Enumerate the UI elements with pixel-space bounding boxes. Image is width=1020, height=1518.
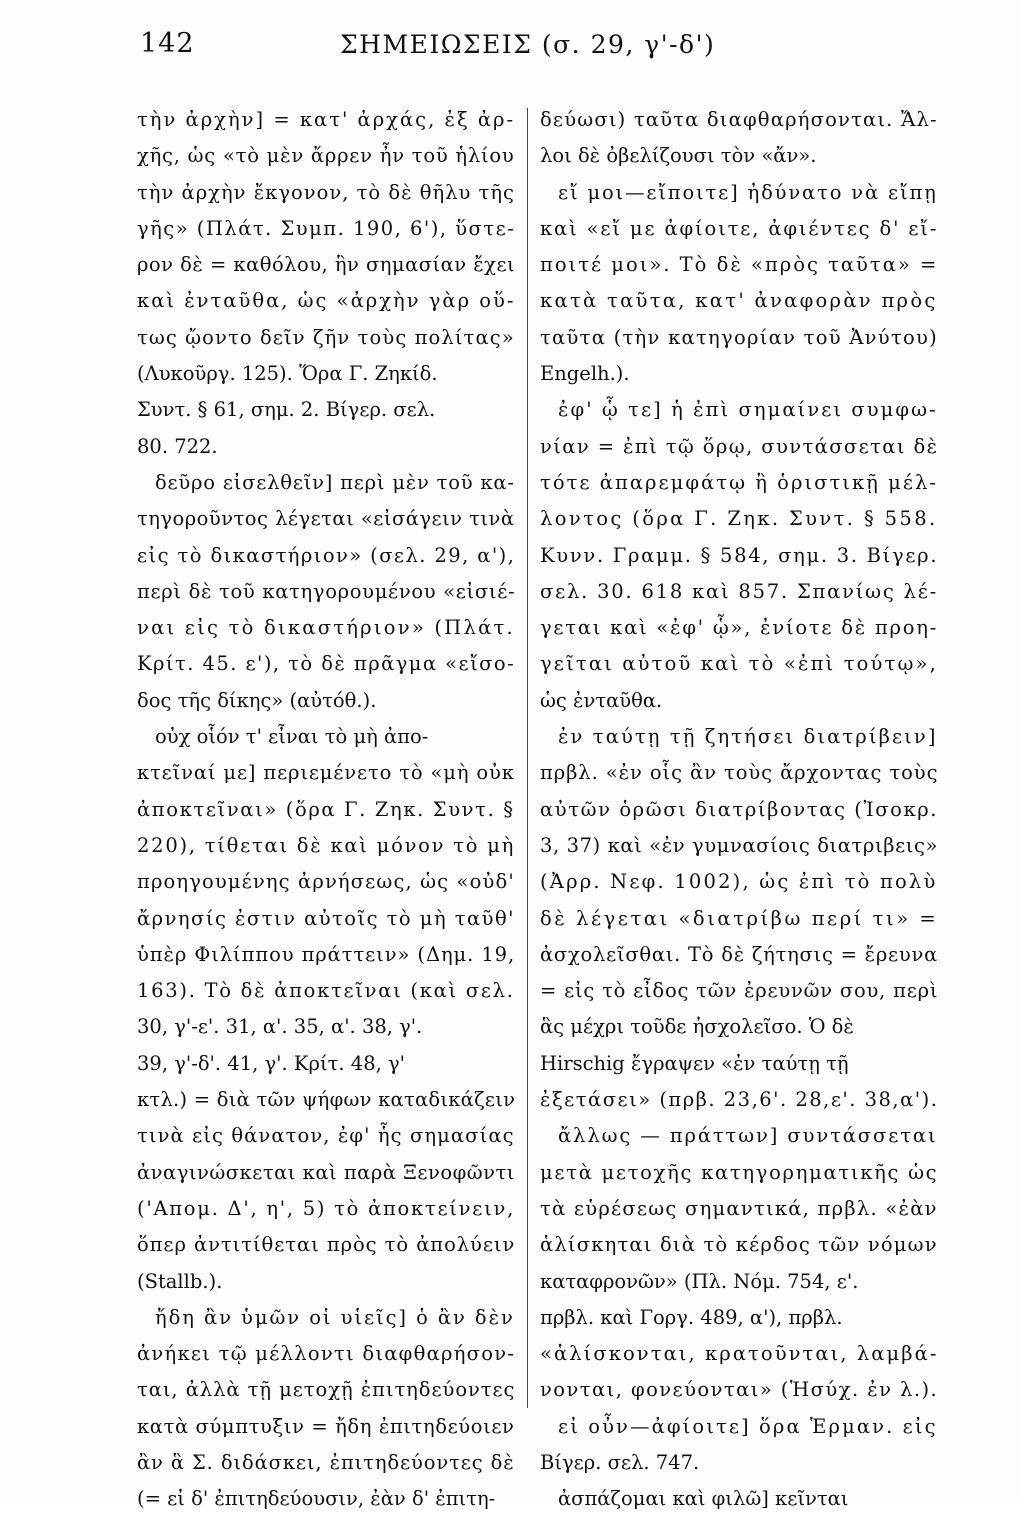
- text-line: τὴν ἀρχὴν ἔκγονον, τὸ δὲ θῆλυ τῆς: [137, 180, 515, 204]
- text-line: προηγουμένης ἀρνήσεως, ὡς «οὐδ': [137, 870, 515, 894]
- text-line: καταφρονῶν» (Πλ. Νόμ. 754, ε'.: [540, 1269, 859, 1293]
- text-line: (Stallb.).: [137, 1269, 223, 1293]
- text-line: πρβλ. «ἐν οἷς ἂν τοὺς ἄρχοντας τοὺς: [540, 761, 938, 785]
- text-line: κατὰ σύμπτυξιν = ἤδη ἐπιτηδεύοιεν: [137, 1414, 515, 1438]
- text-line: ἁλίσκηται διὰ τὸ κέρδος τῶν νόμων: [540, 1233, 938, 1257]
- page-number: 142: [140, 28, 195, 59]
- text-line: (Λυκοῦργ. 125). Ὅρα Γ. Ζηκίδ.: [137, 362, 438, 386]
- text-line: ται, ἀλλὰ τῇ μετοχῇ ἐπιτηδεύοντες: [137, 1378, 515, 1402]
- text-line: (Ἀρρ. Νεφ. 1002), ὡς ἐπὶ τὸ πολὺ: [540, 870, 938, 894]
- text-line: ἐφ' ᾧ τε] ἡ ἐπὶ σημαίνει συμφω-: [558, 398, 938, 422]
- text-line: χῆς, ὡς «τὸ μὲν ἄρρεν ἦν τοῦ ἡλίου: [137, 144, 515, 168]
- text-line: κτλ.) = διὰ τῶν ψήφων καταδικάζειν: [137, 1088, 515, 1112]
- text-line: Κυνν. Γραμμ. § 584, σημ. 3. Βίγερ.: [540, 543, 938, 567]
- text-line: Engelh.).: [540, 362, 630, 386]
- text-line: = εἰς τὸ εἶδος τῶν ἐρευνῶν σου, περὶ: [540, 979, 938, 1003]
- text-line: Βίγερ. σελ. 747.: [540, 1450, 700, 1474]
- text-line: κατὰ ταῦτα, κατ' ἀναφορὰν πρὸς: [540, 289, 938, 313]
- text-line: γεται καὶ «ἐφ' ᾧ», ἐνίοτε δὲ προη-: [540, 616, 938, 640]
- text-line: ἂν ἃ Σ. διδάσκει, ἐπιτηδεύοντες δὲ: [137, 1450, 515, 1474]
- text-line: ὅπερ ἀντιτίθεται πρὸς τὸ ἀπολύειν: [137, 1233, 515, 1257]
- text-line: 3, 37) καὶ «ἐν γυμνασίοις διατριβεις»: [540, 833, 938, 857]
- text-line: Κρίτ. 45. ε'), τὸ δὲ πρᾶγμα «εἴσο-: [137, 652, 515, 676]
- text-line: δεύωσι) ταῦτα διαφθαρήσονται. Ἄλ-: [540, 108, 938, 131]
- text-line: ἃς μέχρι τοῦδε ἠσχολεῖσο. Ὁ δὲ: [540, 1015, 854, 1039]
- text-line: εἴ μοι—εἴποιτε] ἠδύνατο νὰ εἴπῃ: [558, 180, 938, 204]
- text-line: ἀσχολεῖσθαι. Τὸ δὲ ζήτησις = ἔρευνα: [540, 942, 938, 966]
- text-line: (= εἰ δ' ἐπιτηδεύουσιν, ἐὰν δ' ἐπιτη-: [137, 1487, 496, 1511]
- text-line: αὐτῶν ὁρῶσι διατρίβοντας (Ἰσοκρ.: [540, 797, 938, 821]
- text-line: πρβλ. καὶ Γοργ. 489, α'), πρβλ.: [540, 1305, 843, 1329]
- right-column: [540, 102, 938, 1518]
- text-line: τὴν ἀρχὴν] = κατ' ἀρχάς, ἐξ ἀρ-: [137, 108, 515, 131]
- running-title: ΣΗΜΕΙΩΣΕΙΣ (σ. 29, γ'-δ'): [340, 30, 716, 59]
- text-line: τηγοροῦντος λέγεται «εἰσάγειν τινὰ: [137, 507, 515, 531]
- text-line: 30, γ'-ε'. 31, α'. 35, α'. 38, γ'.: [137, 1015, 423, 1039]
- text-line: «ἁλίσκονται, κρατοῦνται, λαμβά-: [540, 1342, 938, 1366]
- text-line: δεῦρο εἰσελθεῖν] περὶ μὲν τοῦ κα-: [155, 470, 515, 494]
- text-line: ἀσπάζομαι καὶ φιλῶ] κεῖνται: [558, 1487, 849, 1511]
- text-line: Hirschig ἔγραψεν «ἐν ταύτῃ τῇ: [540, 1051, 849, 1075]
- text-line: κτεῖναί με] περιεμένετο τὸ «μὴ οὐκ: [137, 761, 515, 785]
- left-column: [137, 102, 515, 1518]
- text-line: γῆς» (Πλάτ. Συμπ. 190, 6'), ὕστε-: [137, 216, 515, 240]
- text-line: ἄλλως — πράττων] συντάσσεται: [558, 1124, 938, 1148]
- text-line: νίαν = ἐπὶ τῷ ὅρῳ, συντάσσεται δὲ: [540, 434, 938, 458]
- text-line: εἰς τὸ δικαστήριον» (σελ. 29, α'),: [137, 543, 515, 567]
- text-line: 80. 722.: [137, 434, 218, 458]
- text-line: 220), τίθεται δὲ καὶ μόνον τὸ μὴ: [137, 833, 515, 857]
- text-line: τότε ἀπαρεμφάτῳ ἢ ὁριστικῇ μέλ-: [540, 470, 938, 494]
- text-line: 163). Τὸ δὲ ἀποκτεῖναι (καὶ σελ.: [137, 979, 515, 1003]
- column-divider: [527, 108, 528, 1408]
- text-line: ὑπὲρ Φιλίππου πράττειν» (Δημ. 19,: [137, 942, 515, 966]
- text-line: δὲ λέγεται «διατρίβω περί τι» =: [540, 906, 938, 930]
- text-line: ἀναγινώσκεται καὶ παρὰ Ξενοφῶντι: [137, 1160, 515, 1184]
- text-line: οὐχ οἷόν τ' εἶναι τὸ μὴ ἀπο-: [155, 725, 429, 749]
- text-line: καὶ «εἴ με ἀφίοιτε, ἀφιέντες δ' εἴ-: [540, 216, 938, 240]
- text-line: τὰ εὑρέσεως σημαντικά, πρβλ. «ἐὰν: [540, 1196, 938, 1220]
- text-line: ἀνήκει τῷ μέλλοντι διαφθαρήσον-: [137, 1342, 515, 1366]
- text-line: ('Απομ. Δ', η', 5) τὸ ἀποκτείνειν,: [137, 1196, 515, 1220]
- text-line: νονται, φονεύονται» (Ἡσύχ. ἐν λ.).: [540, 1378, 938, 1402]
- text-line: 39, γ'-δ'. 41, γ'. Κρίτ. 48, γ': [137, 1051, 406, 1075]
- text-line: ἄρνησίς ἐστιν αὐτοῖς τὸ μὴ ταῦθ': [137, 906, 515, 930]
- text-line: ταῦτα (τὴν κατηγορίαν τοῦ Ἀνύτου): [540, 325, 938, 349]
- text-line: γεῖται αὐτοῦ καὶ τὸ «ἐπὶ τούτῳ»,: [540, 652, 938, 676]
- text-line: μετὰ μετοχῆς κατηγορηματικῆς ὡς: [540, 1160, 938, 1184]
- text-line: Συντ. § 61, σημ. 2. Βίγερ. σελ.: [137, 398, 436, 422]
- text-line: περὶ δὲ τοῦ κατηγορουμένου «εἰσιέ-: [137, 579, 515, 603]
- text-line: ὡς ἐνταῦθα.: [540, 688, 663, 712]
- text-line: ἐν ταύτῃ τῇ ζητήσει διατρίβειν]: [558, 725, 938, 749]
- text-line: ναι εἰς τὸ δικαστήριον» (Πλάτ.: [137, 616, 515, 640]
- text-line: ρον δὲ = καθόλου, ἣν σημασίαν ἔχει: [137, 253, 515, 277]
- page-header: [140, 28, 940, 78]
- text-line: εἰ οὖν—ἀφίοιτε] ὅρα Ἑρμαν. εἰς: [558, 1414, 938, 1438]
- text-line: ἤδη ἂν ὑμῶν οἱ υἱεῖς] ὁ ἂν δὲν: [155, 1305, 515, 1329]
- text-line: λοι δὲ ὀβελίζουσι τὸν «ἄν».: [540, 144, 817, 168]
- text-line: τως ᾤοντο δεῖν ζῆν τοὺς πολίτας»: [137, 325, 515, 349]
- text-line: δος τῆς δίκης» (αὐτόθ.).: [137, 688, 377, 712]
- text-line: ἐξετάσει» (πρβ. 23,6'. 28,ε'. 38,α').: [540, 1088, 938, 1112]
- text-line: ποιτέ μοι». Τὸ δὲ «πρὸς ταῦτα» =: [540, 253, 938, 277]
- text-line: σελ. 30. 618 καὶ 857. Σπανίως λέ-: [540, 579, 938, 603]
- text-line: λοντος (ὅρα Γ. Ζηκ. Συντ. § 558.: [540, 507, 938, 531]
- text-line: καὶ ἐνταῦθα, ὡς «ἀρχὴν γὰρ οὕ-: [137, 289, 515, 313]
- text-line: ἀποκτεῖναι» (ὅρα Γ. Ζηκ. Συντ. §: [137, 797, 515, 821]
- text-line: τινὰ εἰς θάνατον, ἐφ' ἧς σημασίας: [137, 1124, 515, 1148]
